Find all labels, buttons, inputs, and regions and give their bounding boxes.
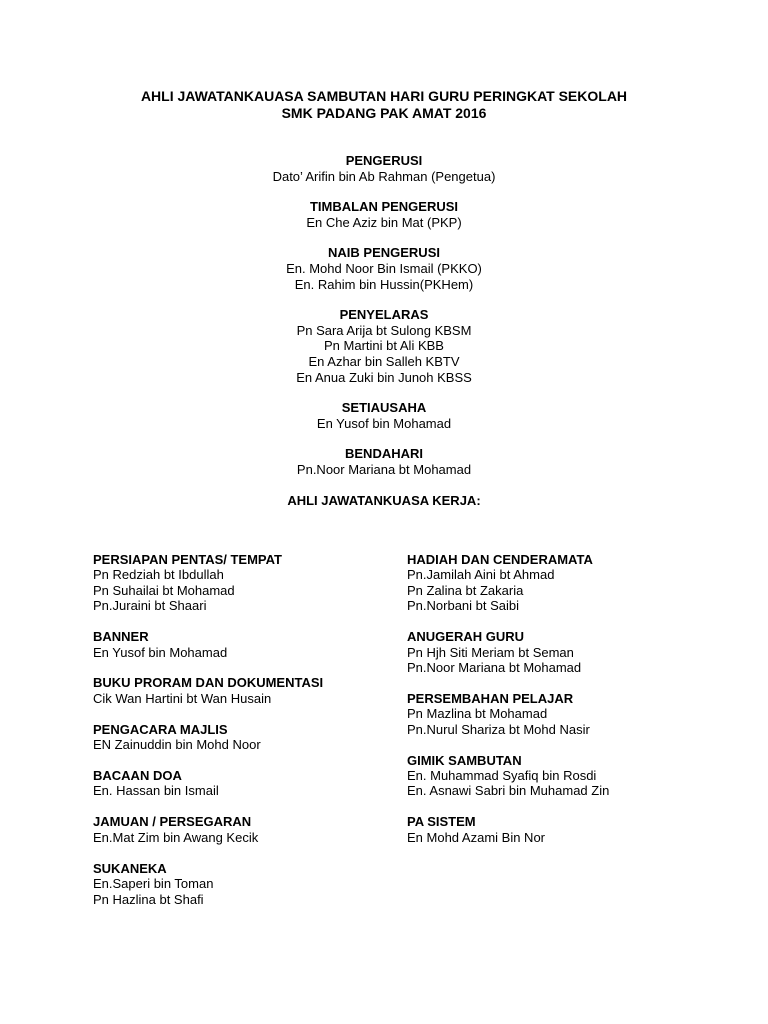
section-heading: TIMBALAN PENGERUSI bbox=[309, 199, 459, 215]
working-committee-heading: AHLI JAWATANKUASA KERJA: bbox=[287, 493, 481, 508]
title-line-2: SMK PADANG PAK AMAT 2016 bbox=[281, 105, 487, 121]
section-heading: BANNER bbox=[93, 629, 149, 645]
member-name: En Mohd Azami Bin Nor bbox=[407, 829, 546, 845]
member-name: Dato’ Arifin bin Ab Rahman (Pengetua) bbox=[272, 168, 496, 184]
member-name: Pn.Noor Mariana bt Mohamad bbox=[407, 659, 582, 675]
member-name: Pn Hjh Siti Meriam bt Seman bbox=[407, 644, 574, 660]
section-heading: PENGERUSI bbox=[345, 153, 423, 168]
committee-section bbox=[407, 814, 727, 845]
section-heading: NAIB PENGERUSI bbox=[328, 245, 440, 261]
member-name: Pn Redziah bt Ibdullah bbox=[93, 567, 224, 583]
member-name: En Azhar bin Salleh KBTV bbox=[308, 353, 460, 369]
member-name: Pn.Norbani bt Saibi bbox=[407, 598, 520, 614]
member-name: En. Rahim bin Hussin(PKHem) bbox=[294, 276, 474, 292]
section-heading: HADIAH DAN CENDERAMATA bbox=[407, 552, 593, 567]
section-heading: GIMIK SAMBUTAN bbox=[407, 752, 522, 768]
section-heading: PA SISTEM bbox=[407, 814, 476, 830]
section-heading: PERSEMBAHAN PELAJAR bbox=[407, 690, 574, 706]
member-name: Cik Wan Hartini bt Wan Husain bbox=[93, 690, 272, 706]
committee-section bbox=[93, 861, 393, 907]
section-heading: PENYELARAS bbox=[339, 307, 429, 323]
member-name: Pn.Nurul Shariza bt Mohd Nasir bbox=[407, 721, 590, 737]
member-name: En Yusof bin Mohamad bbox=[316, 415, 452, 431]
section-heading: BUKU PRORAM DAN DOKUMENTASI bbox=[93, 675, 324, 691]
member-name: Pn.Noor Mariana bt Mohamad bbox=[296, 461, 472, 477]
section-heading: JAMUAN / PERSEGARAN bbox=[93, 814, 252, 830]
member-name: Pn Martini bt Ali KBB bbox=[324, 338, 444, 354]
committee-section bbox=[407, 552, 727, 614]
committee-section bbox=[0, 245, 768, 292]
member-name: En. Mohd Noor Bin Ismail (PKKO) bbox=[286, 260, 482, 276]
committee-section bbox=[93, 768, 393, 799]
committee-section bbox=[93, 814, 393, 845]
member-name: EN Zainuddin bin Mohd Noor bbox=[93, 737, 261, 753]
section-heading: SETIAUSAHA bbox=[341, 400, 427, 416]
section-heading: ANUGERAH GURU bbox=[407, 629, 524, 645]
committee-section bbox=[407, 753, 727, 799]
title-line-1: AHLI JAWATANKAUASA SAMBUTAN HARI GURU PERINGKAT SEKOLAH bbox=[140, 88, 628, 104]
committee-section bbox=[93, 722, 393, 753]
member-name: En Yusof bin Mohamad bbox=[93, 644, 228, 660]
main-committee bbox=[0, 153, 768, 493]
document-title bbox=[0, 88, 768, 122]
member-name: En. Asnawi Sabri bin Muhamad Zin bbox=[407, 783, 610, 799]
member-name: En. Hassan bin Ismail bbox=[93, 783, 219, 799]
member-name: En Anua Zuki bin Junoh KBSS bbox=[296, 369, 472, 385]
section-heading: BENDAHARI bbox=[345, 446, 423, 462]
committee-section bbox=[407, 691, 727, 737]
member-name: En.Mat Zim bin Awang Kecik bbox=[93, 829, 259, 845]
section-heading: PERSIAPAN PENTAS/ TEMPAT bbox=[93, 552, 282, 567]
member-name: En. Muhammad Syafiq bin Rosdi bbox=[407, 767, 597, 783]
member-name: Pn.Juraini bt Shaari bbox=[93, 598, 207, 614]
member-name: Pn Suhailai bt Mohamad bbox=[93, 582, 235, 598]
member-name: Pn Zalina bt Zakaria bbox=[407, 582, 524, 598]
working-committee-left-column bbox=[93, 552, 393, 922]
member-name: En.Saperi bin Toman bbox=[93, 876, 214, 892]
committee-section bbox=[93, 629, 393, 660]
committee-section bbox=[0, 400, 768, 431]
member-name: Pn Sara Arija bt Sulong KBSM bbox=[296, 322, 472, 338]
committee-section bbox=[0, 307, 768, 385]
section-heading: BACAAN DOA bbox=[93, 768, 182, 784]
member-name: Pn Mazlina bt Mohamad bbox=[407, 706, 548, 722]
committee-section bbox=[93, 552, 393, 614]
working-committee-right-column bbox=[407, 552, 727, 861]
member-name: Pn Hazlina bt Shafi bbox=[93, 891, 204, 907]
member-name: Pn.Jamilah Aini bt Ahmad bbox=[407, 567, 555, 583]
committee-section bbox=[0, 446, 768, 477]
committee-section bbox=[407, 629, 727, 675]
member-name: En Che Aziz bin Mat (PKP) bbox=[306, 214, 462, 230]
committee-section bbox=[93, 675, 393, 706]
section-heading: PENGACARA MAJLIS bbox=[93, 721, 228, 737]
section-heading: SUKANEKA bbox=[93, 860, 167, 876]
committee-section bbox=[0, 199, 768, 230]
committee-section bbox=[0, 153, 768, 184]
